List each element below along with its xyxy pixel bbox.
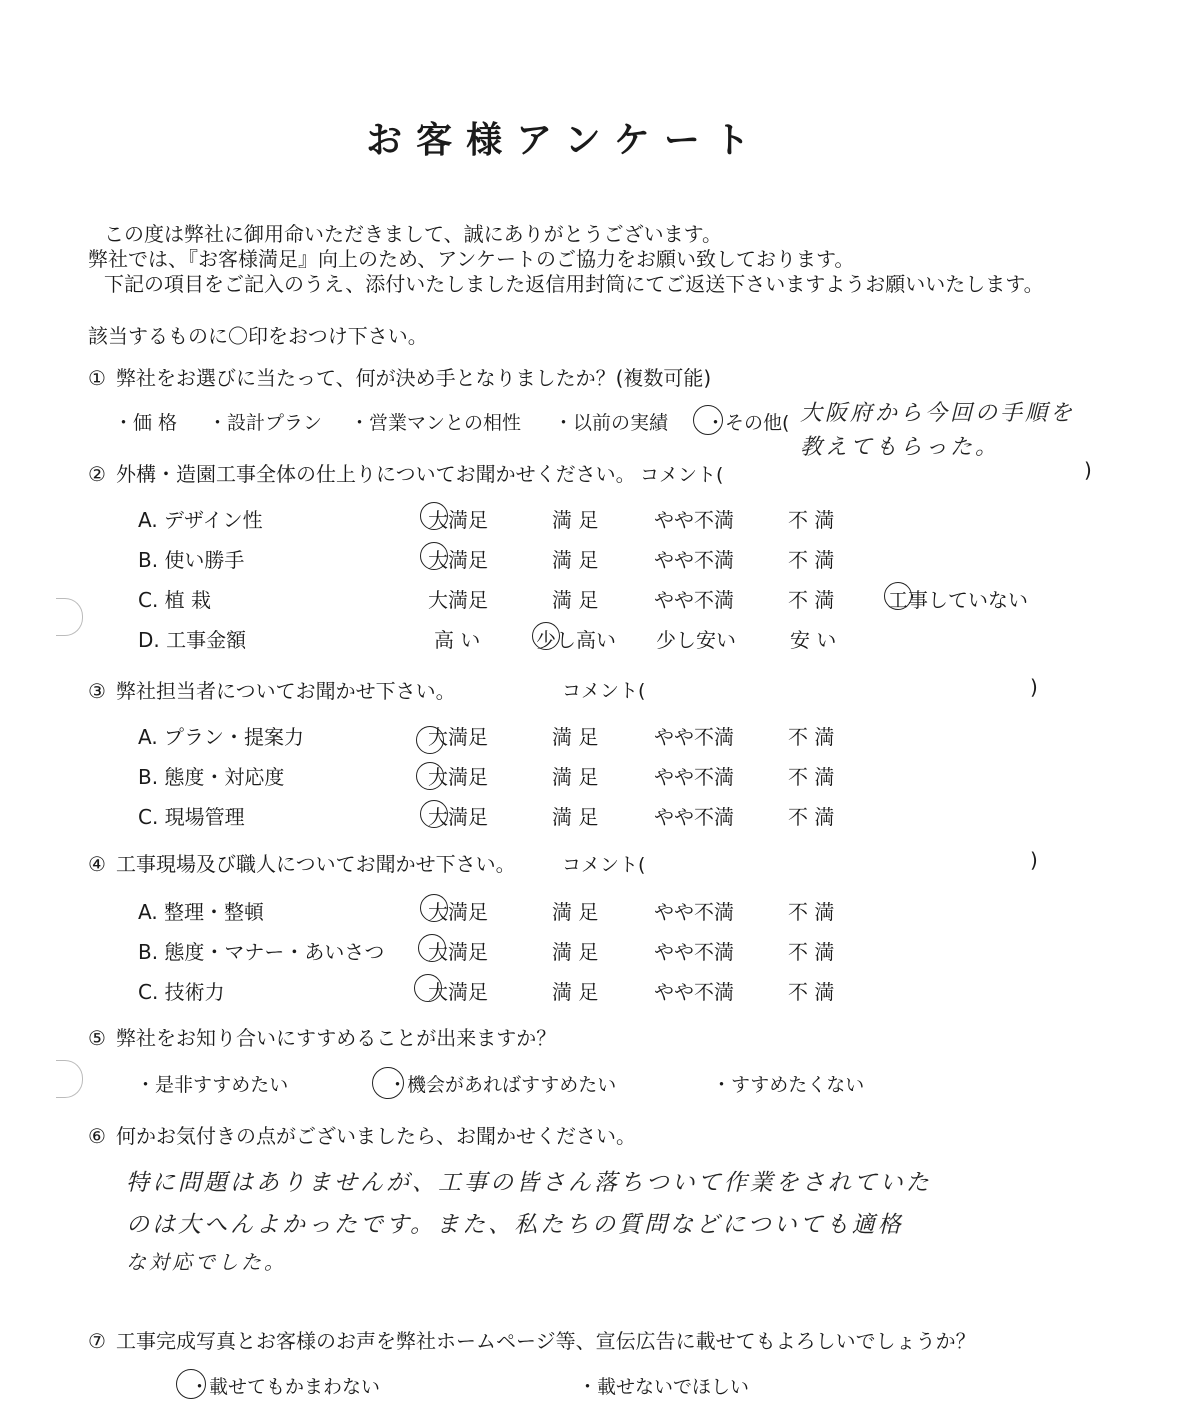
handwritten-answer: 大阪府から今回の手順を: [800, 401, 1076, 426]
option-somewhat-unsatisfied[interactable]: やや不満: [654, 900, 734, 924]
selection-circle: [414, 974, 442, 1002]
question-2: [88, 458, 636, 487]
question-number: ③: [88, 679, 106, 703]
comment-close: ): [1084, 458, 1092, 482]
question-text: 外構・造園工事全体の仕上りについてお聞かせください。: [116, 462, 636, 486]
option-very-satisfied[interactable]: 大満足: [428, 980, 488, 1004]
question-number: ⑤: [88, 1026, 106, 1050]
row-label: C. 植 栽: [138, 588, 212, 612]
option-satisfied[interactable]: 満 足: [552, 900, 599, 924]
option-somewhat-unsatisfied[interactable]: やや不満: [654, 765, 734, 789]
option-satisfied[interactable]: 満 足: [552, 940, 599, 964]
option-unsatisfied[interactable]: 不 満: [788, 940, 835, 964]
question-text: 弊社担当者についてお聞かせ下さい。: [116, 679, 456, 703]
row-label: C. 現場管理: [138, 805, 245, 829]
intro-line: 下記の項目をご記入のうえ、添付いたしました返信用封筒にてご返送下さいますようお願いいたします。: [104, 272, 1044, 296]
option-satisfied[interactable]: 満 足: [552, 508, 599, 532]
question-text: 工事完成写真とお客様のお声を弊社ホームページ等、宣伝広告に載せてもよろしいでしょうか？: [116, 1329, 976, 1353]
option-definitely-recommend[interactable]: ・是非すすめたい: [136, 1074, 289, 1096]
question-text: 工事現場及び職人についてお聞かせ下さい。: [116, 852, 516, 876]
intro-text: [88, 222, 1044, 297]
option-allow-publish[interactable]: ・載せてもかまわない: [190, 1376, 381, 1398]
selection-circle: [884, 582, 912, 610]
comment-close: ): [1030, 675, 1038, 699]
question-number: ④: [88, 852, 106, 876]
option-somewhat-unsatisfied[interactable]: やや不満: [654, 588, 734, 612]
row-label: B. 態度・マナー・あいさつ: [138, 940, 385, 964]
question-number: ①: [88, 366, 106, 390]
option-very-satisfied[interactable]: 大満足: [428, 805, 488, 829]
binder-hole-mark: [56, 1060, 83, 1098]
row-label: D. 工事金額: [138, 628, 247, 652]
option-sales-compat[interactable]: ・営業マンとの相性: [350, 412, 522, 434]
selection-circle: [693, 405, 723, 435]
question-6: [88, 1120, 636, 1149]
option-no-work[interactable]: 工事していない: [888, 588, 1028, 612]
comment-label[interactable]: コメント(: [562, 680, 646, 702]
option-somewhat-unsatisfied[interactable]: やや不満: [654, 548, 734, 572]
comment-label[interactable]: コメント(: [640, 464, 724, 486]
question-number: ⑦: [88, 1329, 106, 1353]
option-unsatisfied[interactable]: 不 満: [788, 980, 835, 1004]
option-somewhat-unsatisfied[interactable]: やや不満: [654, 508, 734, 532]
selection-circle: [420, 502, 448, 530]
handwritten-answer: 特に問題はありませんが、工事の皆さん落ちついて作業をされていた: [126, 1170, 932, 1196]
selection-circle: [420, 542, 448, 570]
row-label: A. プラン・提案力: [138, 725, 305, 749]
question-text: 弊社をお選びに当たって、何が決め手となりましたか？(複数可能): [116, 366, 712, 390]
question-text: 何かお気付きの点がございましたら、お聞かせください。: [116, 1124, 636, 1148]
row-label: A. デザイン性: [138, 508, 263, 532]
selection-circle: [416, 726, 444, 754]
option-unsatisfied[interactable]: 不 満: [788, 508, 835, 532]
option-high[interactable]: 高 い: [434, 628, 481, 652]
question-1: [88, 362, 711, 391]
option-price[interactable]: ・価 格: [114, 412, 178, 434]
option-satisfied[interactable]: 満 足: [552, 980, 599, 1004]
option-very-satisfied[interactable]: 大満足: [428, 548, 488, 572]
option-unsatisfied[interactable]: 不 満: [788, 805, 835, 829]
option-satisfied[interactable]: 満 足: [552, 805, 599, 829]
option-somewhat-unsatisfied[interactable]: やや不満: [654, 725, 734, 749]
option-not-recommend[interactable]: ・すすめたくない: [712, 1074, 865, 1096]
option-unsatisfied[interactable]: 不 満: [788, 548, 835, 572]
option-slightly-cheap[interactable]: 少し安い: [656, 628, 736, 652]
option-other[interactable]: ・その他(: [706, 412, 790, 434]
row-label: B. 使い勝手: [138, 548, 245, 572]
comment-label[interactable]: コメント(: [562, 854, 646, 876]
option-do-not-publish[interactable]: ・載せないでほしい: [578, 1376, 750, 1398]
option-slightly-high[interactable]: 少し高い: [536, 628, 616, 652]
option-design-plan[interactable]: ・設計プラン: [208, 412, 323, 434]
selection-circle: [532, 622, 560, 650]
question-4: [88, 848, 516, 877]
selection-circle: [176, 1369, 206, 1399]
option-unsatisfied[interactable]: 不 満: [788, 725, 835, 749]
option-very-satisfied[interactable]: 大満足: [428, 508, 488, 532]
option-somewhat-unsatisfied[interactable]: やや不満: [654, 940, 734, 964]
option-unsatisfied[interactable]: 不 満: [788, 765, 835, 789]
selection-circle: [420, 894, 448, 922]
option-satisfied[interactable]: 満 足: [552, 548, 599, 572]
option-unsatisfied[interactable]: 不 満: [788, 900, 835, 924]
comment-close: ): [1030, 848, 1038, 872]
option-very-satisfied[interactable]: 大満足: [428, 765, 488, 789]
question-7: [88, 1325, 976, 1354]
selection-circle: [420, 800, 448, 828]
option-very-satisfied[interactable]: 大満足: [428, 725, 488, 749]
selection-circle: [418, 934, 446, 962]
option-very-satisfied[interactable]: 大満足: [428, 588, 488, 612]
binder-hole-mark: [56, 598, 83, 636]
option-cheap[interactable]: 安 い: [790, 628, 837, 652]
option-somewhat-unsatisfied[interactable]: やや不満: [654, 980, 734, 1004]
question-text: 弊社をお知り合いにすすめることが出来ますか？: [116, 1026, 557, 1050]
option-past-record[interactable]: ・以前の実績: [554, 412, 669, 434]
question-number: ⑥: [88, 1124, 106, 1148]
handwritten-answer: な対応でした。: [126, 1250, 287, 1274]
option-satisfied[interactable]: 満 足: [552, 725, 599, 749]
page-title: お客様アンケート: [366, 120, 764, 161]
intro-line: 弊社では、『お客様満足』向上のため、アンケートのご協力をお願い致しております。: [88, 247, 855, 271]
option-unsatisfied[interactable]: 不 満: [788, 588, 835, 612]
option-very-satisfied[interactable]: 大満足: [428, 940, 488, 964]
rating-row: [138, 584, 1138, 614]
intro-line: この度は弊社に御用命いただきまして、誠にありがとうございます。: [104, 222, 722, 246]
q5-options: [136, 1070, 896, 1098]
option-satisfied[interactable]: 満 足: [552, 588, 599, 612]
handwritten-answer: のは大へんよかったです。また、私たちの質問などについても適格: [126, 1212, 904, 1238]
selection-circle: [416, 762, 444, 790]
option-very-satisfied[interactable]: 大満足: [428, 900, 488, 924]
row-label: A. 整理・整頓: [138, 900, 265, 924]
handwritten-answer: 教えてもらった。: [800, 435, 1001, 460]
row-label: C. 技術力: [138, 980, 225, 1004]
q7-options: [190, 1372, 790, 1400]
question-3: [88, 675, 456, 704]
instruction-text: 該当するものに〇印をおつけ下さい。: [88, 324, 428, 348]
row-label: B. 態度・対応度: [138, 765, 285, 789]
question-5: [88, 1022, 556, 1051]
option-satisfied[interactable]: 満 足: [552, 765, 599, 789]
selection-circle: [372, 1067, 404, 1099]
option-recommend-if-chance[interactable]: ・機会があればすすめたい: [388, 1074, 617, 1096]
option-somewhat-unsatisfied[interactable]: やや不満: [654, 805, 734, 829]
question-number: ②: [88, 462, 106, 486]
